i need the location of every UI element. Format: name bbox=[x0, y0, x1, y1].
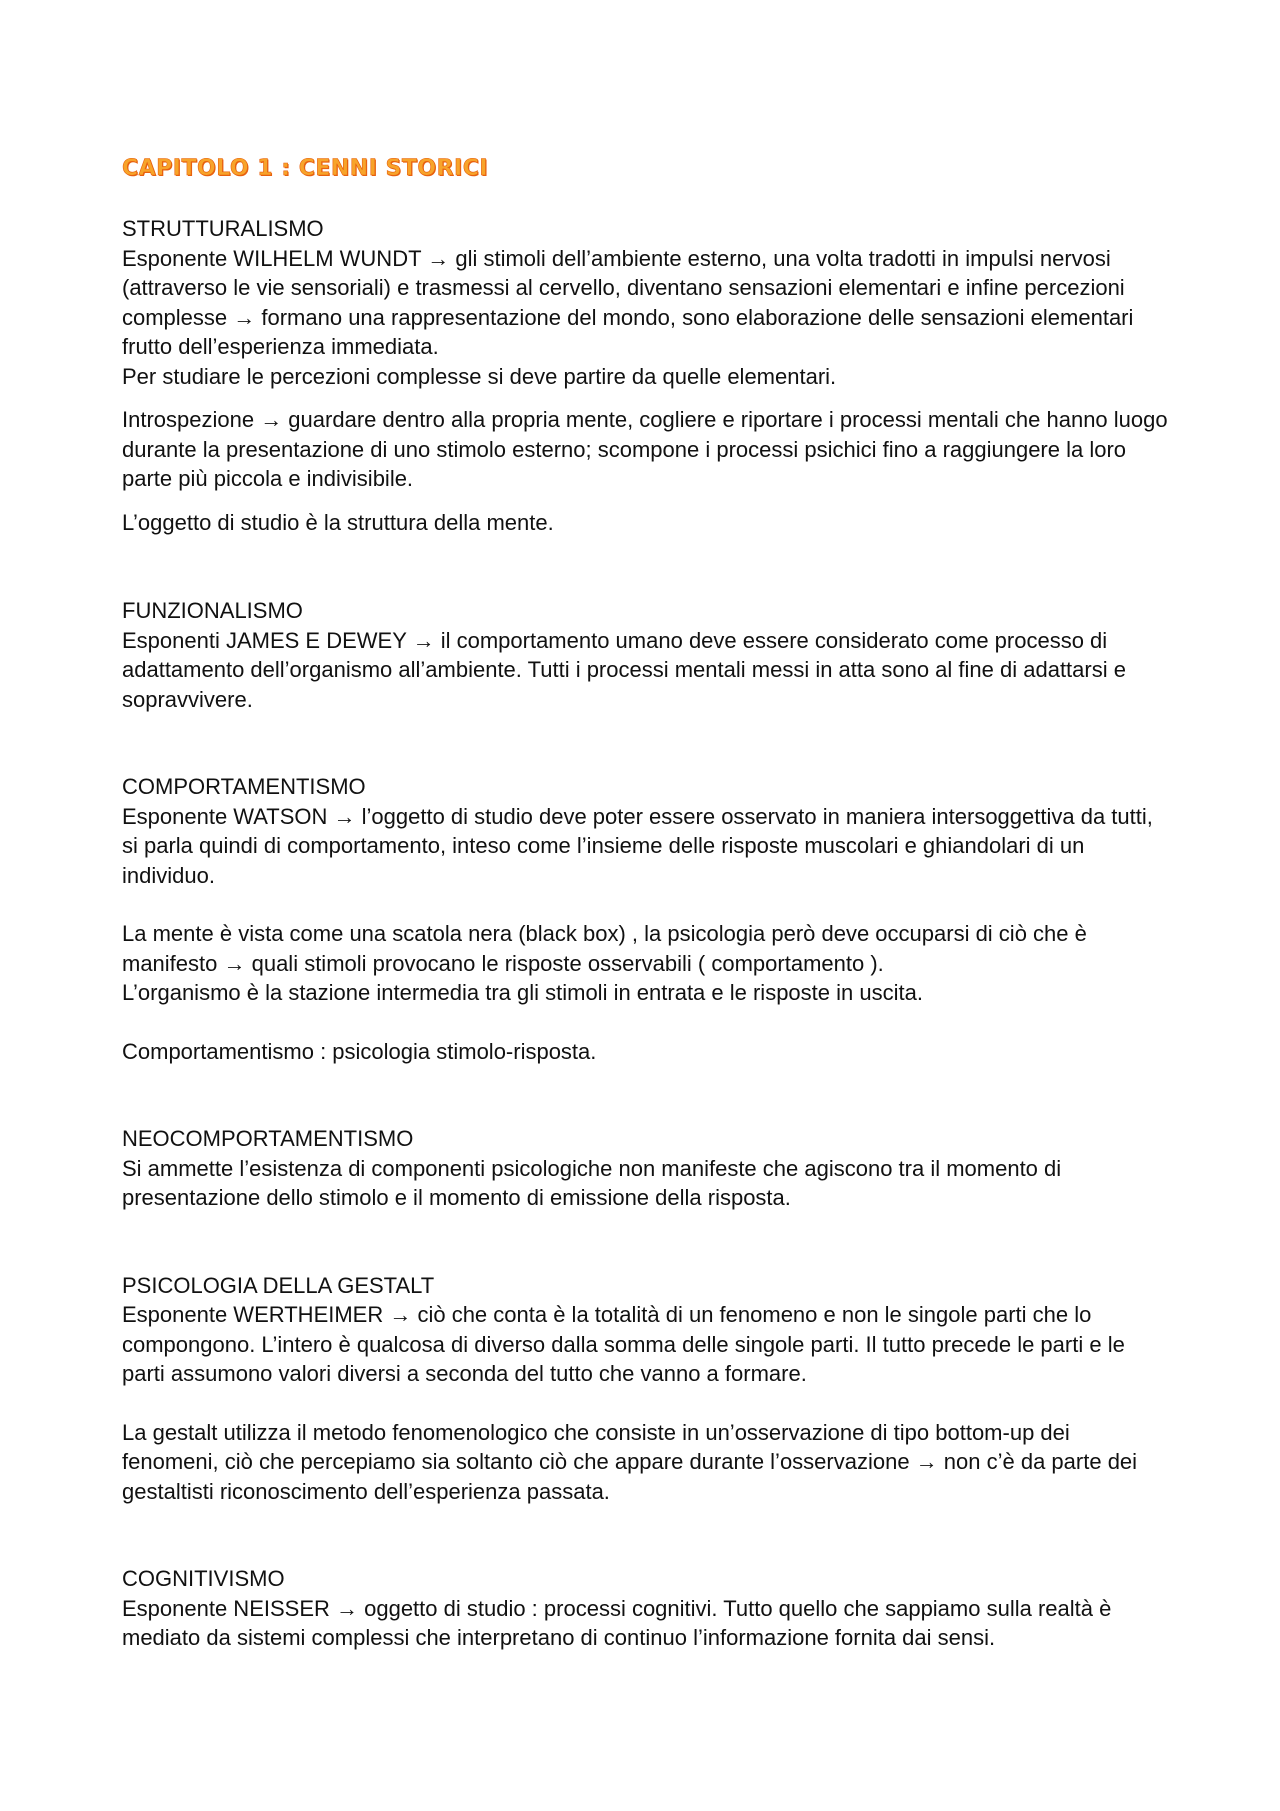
section-heading: FUNZIONALISMO bbox=[122, 598, 303, 623]
paragraph: Comportamentismo : psicologia stimolo-risposta. bbox=[122, 1038, 597, 1064]
paragraph: Esponente WATSON → l’oggetto di studio deve poter essere osservato in maniera intersoggettiva da tutti, si parla quindi di comportamento, inteso come l’insieme delle risposte muscolari e ghiandolari di un individuo. bbox=[122, 803, 1153, 888]
section-neocomportamentismo bbox=[122, 1124, 1172, 1213]
section-heading: NEOCOMPORTAMENTISMO bbox=[122, 1126, 414, 1151]
paragraph: Esponenti JAMES E DEWEY → il comportamento umano deve essere considerato come processo di adattamento dell’organismo all’ambiente. Tutti i processi mentali messi in atta sono al fine di adattarsi e sopravvivere. bbox=[122, 627, 1126, 712]
paragraph: Si ammette l’esistenza di componenti psicologiche non manifeste che agiscono tra il momento di presentazione dello stimolo e il momento di emissione della risposta. bbox=[122, 1155, 1062, 1210]
section-heading: COMPORTAMENTISMO bbox=[122, 774, 366, 799]
paragraph: Esponente WILHELM WUNDT → gli stimoli dell’ambiente esterno, una volta tradotti in impulsi nervosi (attraverso le vie sensoriali) e trasmessi al cervello, diventano sensazioni elementari e infine percezioni complesse → formano una rappresentazione del mondo, sono elaborazione delle sensazioni elementari frutto dell’esperienza immediata. bbox=[122, 245, 1134, 359]
paragraph: Introspezione → guardare dentro alla propria mente, cogliere e riportare i processi mentali che hanno luogo durante la presentazione di uno stimolo esterno; scompone i processi psichici fino a raggiungere la loro parte più piccola e indivisibile. bbox=[122, 407, 1168, 491]
paragraph: Esponente WERTHEIMER → ciò che conta è la totalità di un fenomeno e non le singole parti che lo compongono. L’intero è qualcosa di diverso dalla somma delle singole parti. Il tutto precede le parti e le parti assumono valori diversi a seconda del tutto che vanno a formare. bbox=[122, 1302, 1125, 1386]
chapter-title: CAPITOLO 1 : CENNI STORICI bbox=[122, 156, 489, 181]
document-page bbox=[122, 152, 1172, 1653]
section-cognitivismo bbox=[122, 1564, 1172, 1653]
section-heading: STRUTTURALISMO bbox=[122, 216, 324, 241]
paragraph: Esponente NEISSER → oggetto di studio : processi cognitivi. Tutto quello che sappiamo sulla realtà è mediato da sistemi complessi che interpretano di continuo l’informazione fornita dai sensi. bbox=[122, 1595, 1112, 1650]
section-funzionalismo bbox=[122, 596, 1172, 714]
paragraph: Per studiare le percezioni complesse si deve partire da quelle elementari. bbox=[122, 363, 837, 389]
paragraph: L’oggetto di studio è la struttura della mente. bbox=[122, 509, 554, 535]
section-strutturalismo bbox=[122, 214, 1172, 537]
paragraph: La gestalt utilizza il metodo fenomenologico che consiste in un’osservazione di tipo bottom-up dei fenomeni, ciò che percepiamo sia soltanto ciò che appare durante l’osservazione → non c’è da parte dei gestaltisti riconoscimento dell’esperienza passata. bbox=[122, 1419, 1138, 1504]
section-heading: PSICOLOGIA DELLA GESTALT bbox=[122, 1272, 435, 1298]
section-heading: COGNITIVISMO bbox=[122, 1566, 285, 1591]
paragraph: L’organismo è la stazione intermedia tra gli stimoli in entrata e le risposte in uscita. bbox=[122, 980, 923, 1005]
paragraph: La mente è vista come una scatola nera (black box) , la psicologia però deve occuparsi di ciò che è manifesto → quali stimoli provocano le risposte osservabili ( comportamento ). bbox=[122, 921, 1087, 976]
section-gestalt bbox=[122, 1271, 1172, 1507]
section-comportamentismo bbox=[122, 772, 1172, 1066]
